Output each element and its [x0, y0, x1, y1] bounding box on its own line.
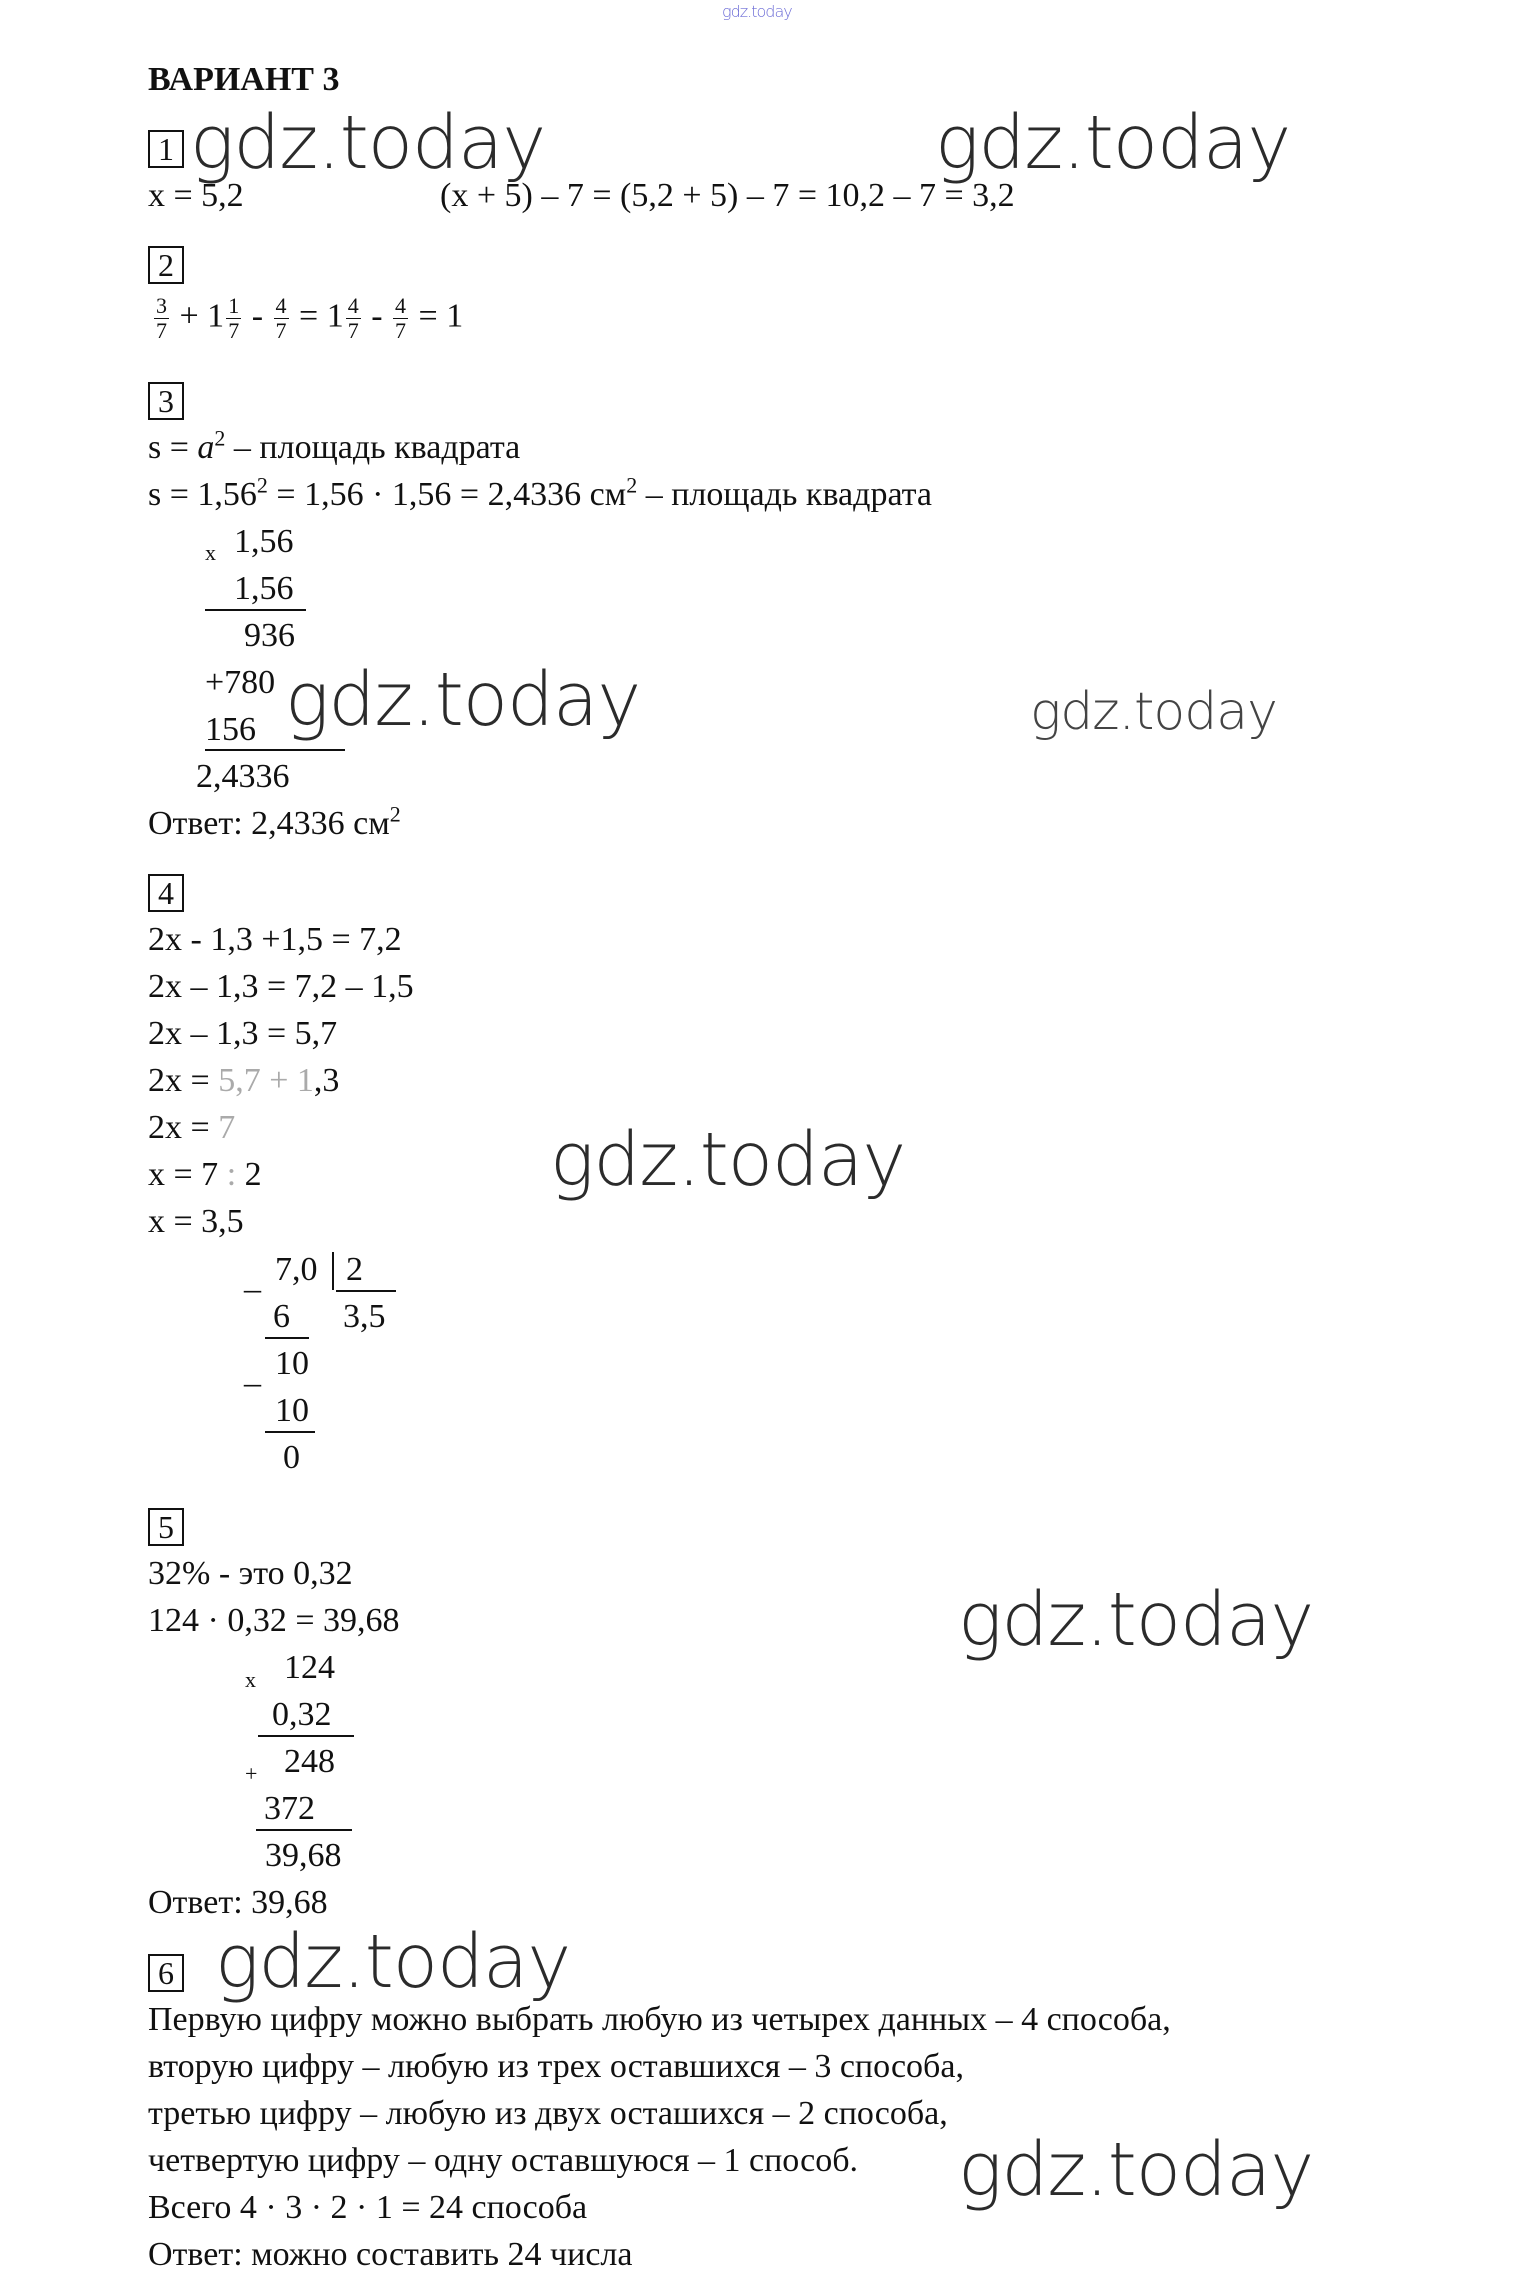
- task-4-line-6: x = 7 : 2: [148, 1156, 262, 1193]
- watermark-5: gdz.today: [550, 1117, 906, 1203]
- task-6-line-1: Первую цифру можно выбрать любую из четырех данных – 4 способа,: [148, 2001, 1171, 2038]
- task-5-line-1: 32% - это 0,32: [148, 1555, 353, 1592]
- watermark-4: gdz.today: [1030, 682, 1277, 742]
- div-subtract-1: 6: [265, 1297, 309, 1339]
- task-4-number: 4: [148, 874, 184, 912]
- task-6-line-3: третью цифру – любую из двух осташихся – 2 способа,: [148, 2095, 948, 2132]
- fraction: $\frac{4}{7}$: [347, 293, 359, 343]
- task-1-number: 1: [148, 130, 184, 168]
- task-3-calculation: $s = 1,56^2 = 1,56 \cdot 1,56 = 2,4336$ $см^2$ – площадь квадрата: [148, 472, 933, 513]
- fraction: $\frac{4}{7}$: [275, 293, 287, 343]
- div-divisor: 2: [336, 1250, 396, 1292]
- watermark-2: gdz.today: [935, 100, 1291, 186]
- div-bar: [332, 1252, 334, 1290]
- multiply-sign: x: [245, 1667, 256, 1692]
- task-6-line-4: четвертую цифру – одну оставшуюся – 1 способ.: [148, 2142, 859, 2179]
- mult-partial-1: 936: [244, 617, 295, 654]
- multiply-sign: x: [205, 540, 216, 565]
- task-6-line-5: Всего 4 · 3 · 2 · 1 = 24 способа: [148, 2189, 588, 2226]
- div-quotient: 3,5: [343, 1298, 386, 1335]
- task-4-line-3: 2x – 1,3 = 5,7: [148, 1015, 338, 1052]
- task-3-formula: $s = a^2$ – площадь квадрата: [148, 425, 521, 466]
- task-3-answer: Ответ: 2,4336 $см^2$: [148, 801, 401, 842]
- mult-partial-2: +780: [205, 664, 276, 701]
- div-dividend: 7,0: [275, 1251, 318, 1288]
- watermark-7: gdz.today: [215, 1919, 571, 2005]
- task-6-number: 6: [148, 1954, 184, 1992]
- variant-title: ВАРИАНТ 3: [148, 61, 340, 98]
- top-watermark: gdz.today: [722, 2, 792, 21]
- fraction: $\frac{3}{7}$: [156, 293, 167, 343]
- plus-sign: +: [245, 1761, 258, 1786]
- task-6-line-2: вторую цифру – любую из трех оставшихся – 3 способа,: [148, 2048, 964, 2085]
- task-5-answer: Ответ: 39,68: [148, 1884, 328, 1921]
- mult-partial-3: 156: [205, 711, 256, 748]
- task-3-number: 3: [148, 382, 184, 420]
- mult-result: 2,4336: [196, 758, 290, 795]
- task-4-line-7: x = 3,5: [148, 1203, 244, 1240]
- div-remainder-1: 10: [275, 1345, 309, 1382]
- mult-partial-2: 372: [256, 1789, 352, 1831]
- mult-factor-2: 1,56: [205, 569, 306, 611]
- task-1-calculation: (x + 5) – 7 = (5,2 + 5) – 7 = 10,2 – 7 = 3,2: [440, 177, 1015, 214]
- task-1-given: x = 5,2: [148, 177, 244, 214]
- task-4-line-2: 2x – 1,3 = 7,2 – 1,5: [148, 968, 414, 1005]
- task-2-expression: $\frac{3}{7}$ + 1 $\frac{1}{7}$ - $\frac{4}{7}$ = 1 $\frac{4}{7}$ - $\frac{4}{7}$ = 1: [156, 293, 464, 343]
- watermark-8: gdz.today: [958, 2127, 1314, 2213]
- watermark-6: gdz.today: [958, 1577, 1314, 1663]
- task-6-answer: Ответ: можно составить 24 числа: [148, 2236, 633, 2273]
- mult-result: 39,68: [265, 1837, 342, 1874]
- div-minus-1: _: [244, 1259, 261, 1296]
- mult-factor-1: 124: [284, 1649, 335, 1686]
- div-remainder-2: 0: [283, 1439, 300, 1476]
- mult-factor-2: 0,32: [258, 1695, 354, 1737]
- watermark-3: gdz.today: [285, 657, 641, 743]
- mult-partial-1: 248: [284, 1743, 335, 1780]
- task-4-line-5: 2x = 7: [148, 1109, 236, 1146]
- mult-factor-1: 1,56: [234, 523, 294, 560]
- task-5-number: 5: [148, 1508, 184, 1546]
- fraction: $\frac{1}{7}$: [228, 293, 240, 343]
- task-4-line-4: 2x = 5,7 + 1,3: [148, 1062, 340, 1099]
- mult-result-line: [205, 749, 345, 751]
- fraction: $\frac{4}{7}$: [395, 293, 407, 343]
- task-2-number: 2: [148, 246, 184, 284]
- watermark-1: gdz.today: [190, 100, 546, 186]
- task-5-line-2: 124 · 0,32 = 39,68: [148, 1602, 400, 1639]
- div-minus-2: _: [244, 1353, 261, 1390]
- task-4-line-1: 2x - 1,3 +1,5 = 7,2: [148, 921, 402, 958]
- div-subtract-2: 10: [265, 1391, 315, 1433]
